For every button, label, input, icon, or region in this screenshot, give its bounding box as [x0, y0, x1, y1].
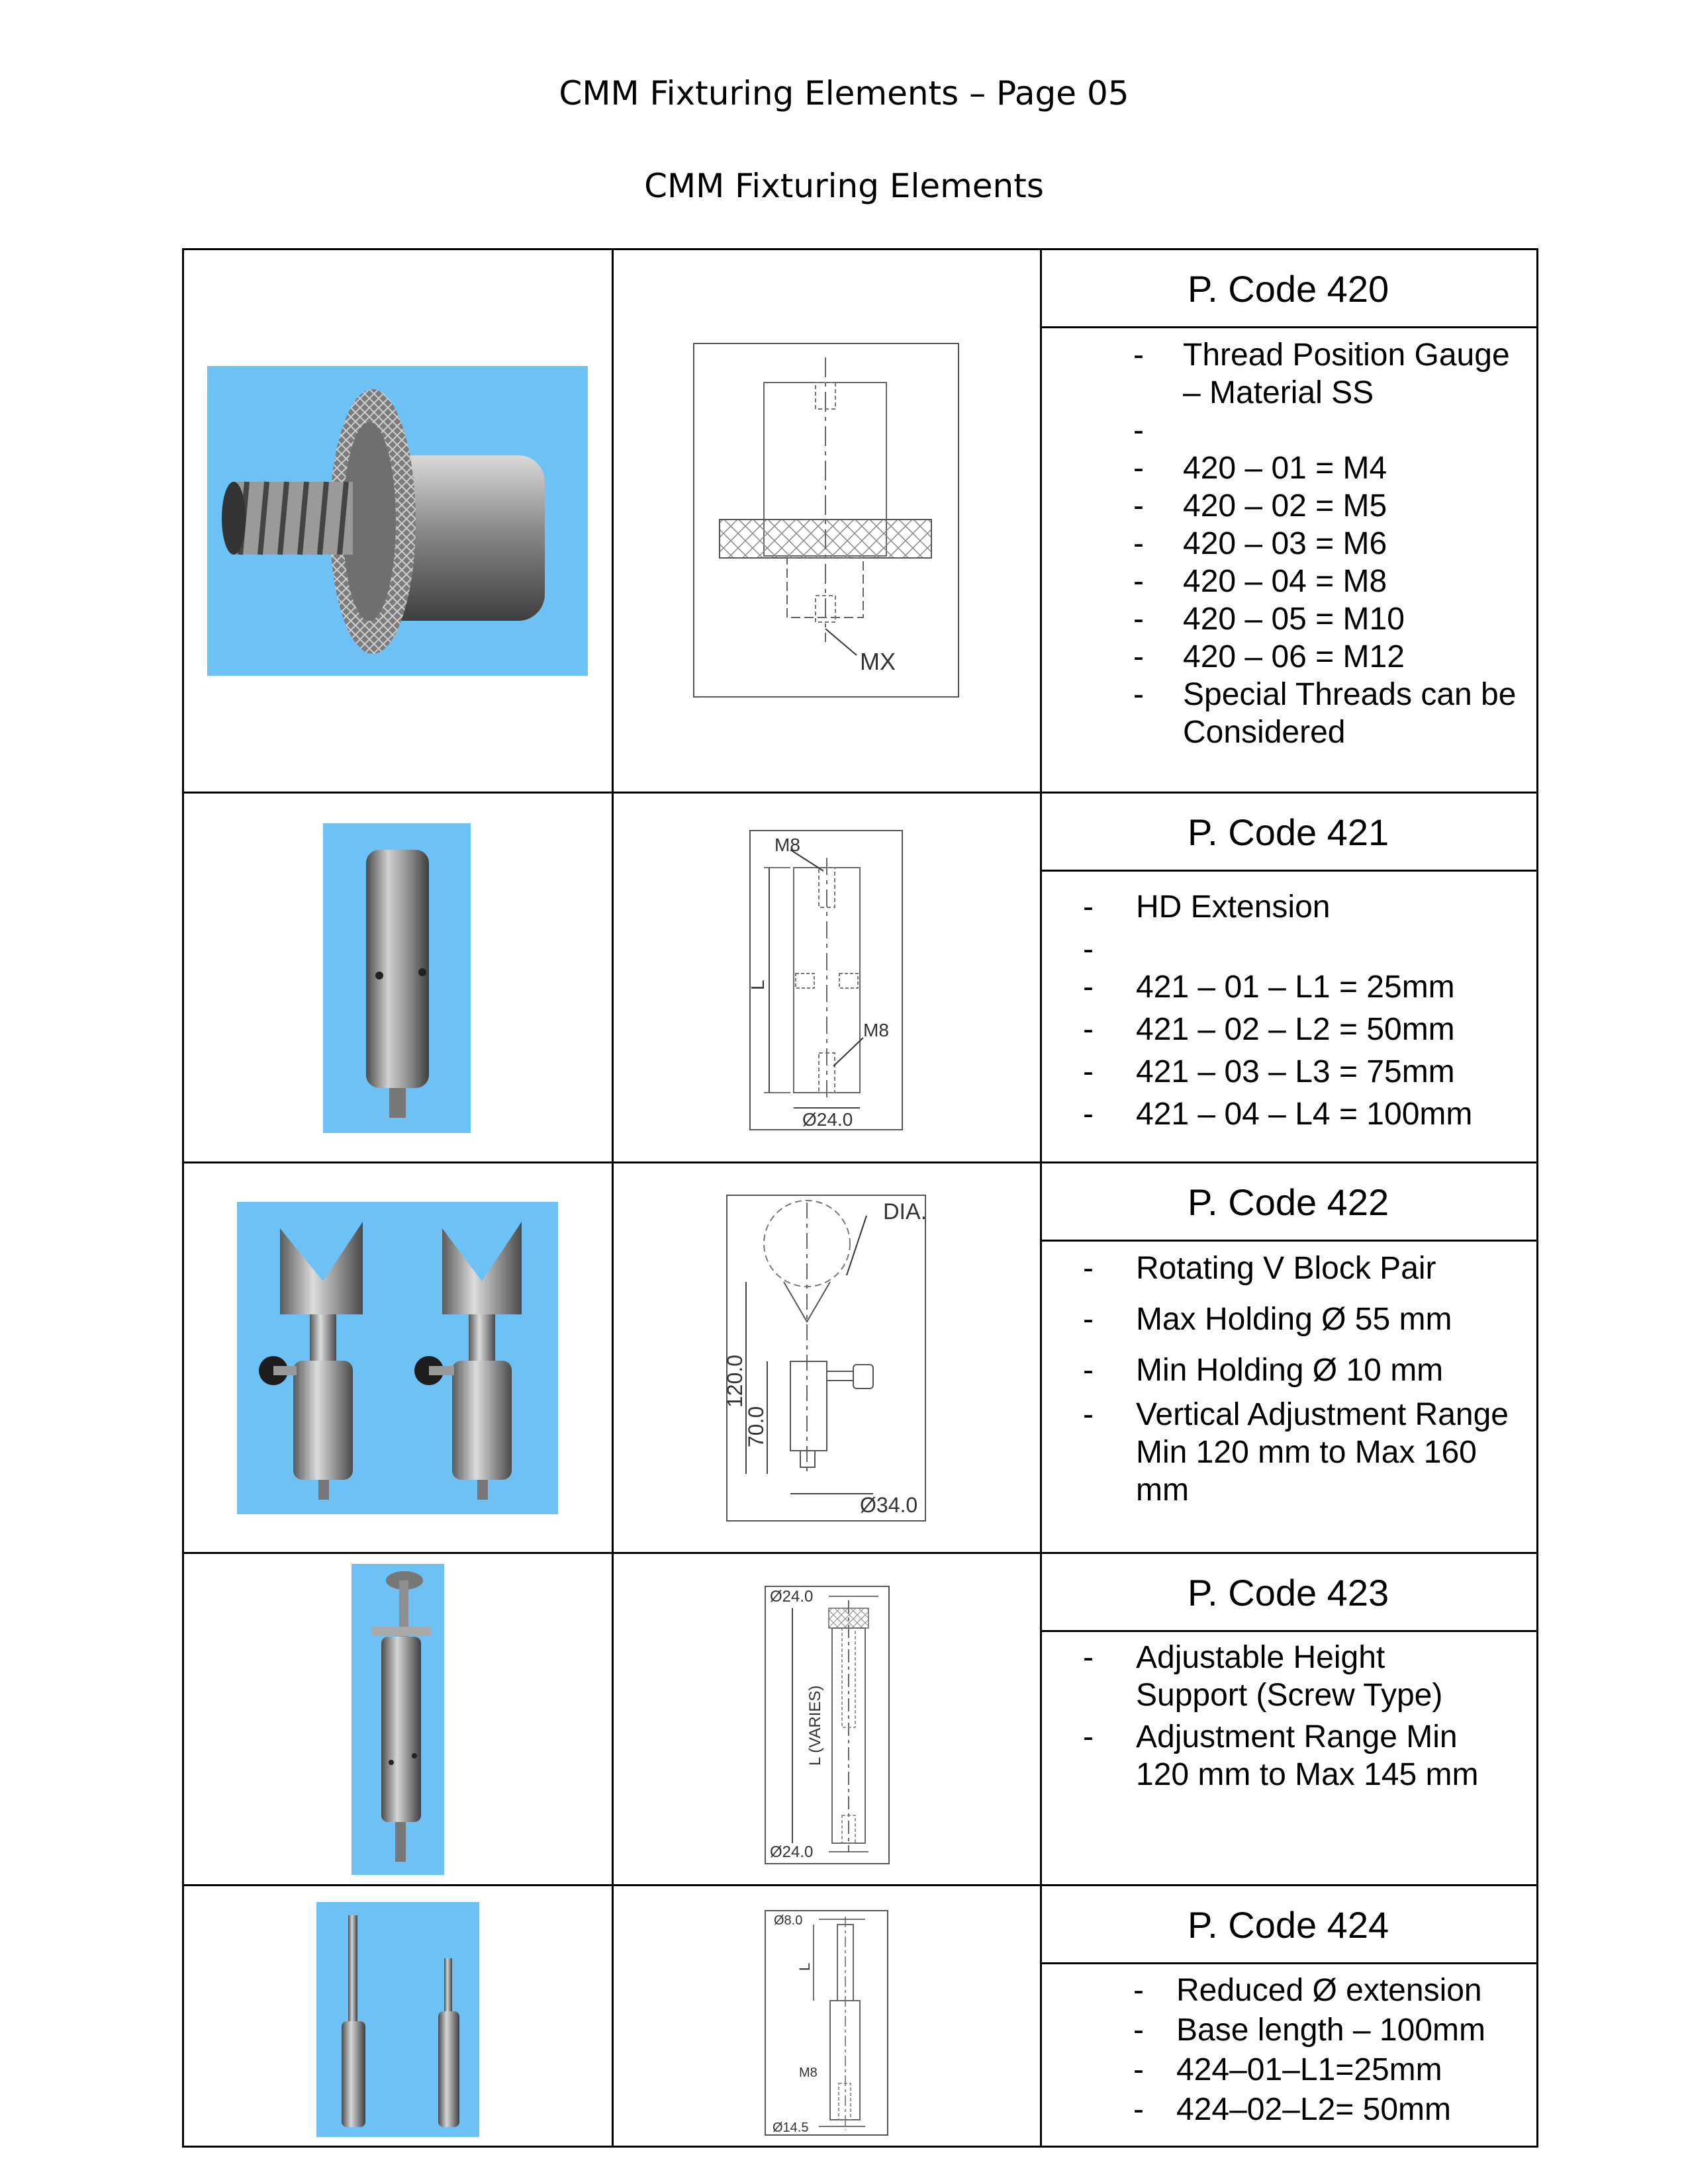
product-row-420	[184, 250, 1536, 792]
v-block-drawing	[723, 1195, 927, 1522]
page-title: CMM Fixturing Elements – Page 05	[559, 74, 1129, 113]
product-code-header	[1042, 794, 1536, 872]
product-row-421	[184, 792, 1536, 1163]
reduced-extension-photo	[316, 1902, 479, 2137]
photo-cell	[184, 1163, 614, 1554]
spec-item: - Adjustable Height Support (Screw Type)	[1083, 1640, 1443, 1713]
drawing-cell	[614, 1554, 1042, 1886]
drawing-label: M8	[799, 2066, 818, 2080]
spec-list	[1133, 1971, 1530, 2130]
spec-item: - 420 – 01 = M4	[1133, 451, 1387, 486]
product-row-423	[184, 1552, 1536, 1886]
spec-list	[1083, 1639, 1480, 1794]
drawing-label: Ø24.0	[802, 1109, 853, 1130]
product-row-422	[184, 1161, 1536, 1554]
spec-item: - Rotating V Block Pair	[1083, 1251, 1436, 1286]
product-code: P. Code 423	[1188, 1572, 1389, 1614]
photo-cell	[184, 250, 614, 792]
spec-item: -	[1083, 932, 1094, 967]
spec-item: - 424–01–L1=25mm	[1133, 2052, 1442, 2087]
reduced-extension-drawing	[765, 1910, 888, 2136]
drawing-label: DIA.	[883, 1199, 927, 1224]
spec-item: - 421 – 03 – L3 = 75mm	[1083, 1054, 1455, 1089]
drawing-cell	[614, 794, 1042, 1163]
drawing-label: 70.0	[744, 1406, 768, 1447]
spec-item: - Min Holding Ø 10 mm	[1083, 1353, 1444, 1388]
spec-item: - 424–02–L2= 50mm	[1133, 2092, 1451, 2127]
product-code: P. Code 420	[1188, 268, 1389, 310]
spec-item: - HD Extension	[1083, 889, 1331, 925]
photo-cell	[184, 1554, 614, 1886]
v-block-pair-photo	[237, 1202, 558, 1514]
spec-item: - 421 – 01 – L1 = 25mm	[1083, 970, 1455, 1005]
spec-item: - Adjustment Range Min 120 mm to Max 145 mm	[1083, 1719, 1479, 1792]
spec-cell	[1042, 1886, 1536, 2148]
drawing-label: 120.0	[723, 1354, 747, 1408]
drawing-cell	[614, 1163, 1042, 1554]
drawing-label: Ø24.0	[770, 1843, 814, 1861]
thread-gauge-drawing	[693, 343, 959, 698]
spec-item: - Thread Position Gauge – Material SS	[1133, 338, 1510, 410]
product-code: P. Code 421	[1188, 811, 1389, 853]
drawing-cell	[614, 250, 1042, 792]
drawing-label: L	[796, 1962, 813, 1971]
drawing-cell	[614, 1886, 1042, 2148]
drawing-label: Ø34.0	[860, 1493, 918, 1517]
drawing-label: M8	[774, 835, 800, 855]
spec-item: - 420 – 05 = M10	[1133, 602, 1405, 637]
section-title: CMM Fixturing Elements	[644, 167, 1044, 205]
spec-cell	[1042, 1554, 1536, 1886]
drawing-label: Ø14.5	[773, 2120, 809, 2135]
drawing-label: L	[747, 979, 768, 990]
product-code: P. Code 424	[1188, 1904, 1389, 1946]
threaded-gauge-photo	[207, 366, 588, 676]
spec-item: - 421 – 04 – L4 = 100mm	[1083, 1097, 1473, 1132]
product-code-header	[1042, 1163, 1536, 1242]
drawing-label: MX	[860, 648, 896, 675]
height-support-photo	[352, 1564, 444, 1875]
product-code: P. Code 422	[1188, 1181, 1389, 1223]
spec-item: - Special Threads can be Considered	[1133, 677, 1517, 750]
spec-cell	[1042, 1163, 1536, 1554]
spec-item: - Base length – 100mm	[1133, 2013, 1485, 2048]
spec-list	[1083, 886, 1526, 1136]
height-support-drawing	[765, 1586, 890, 1864]
hd-extension-drawing	[749, 830, 903, 1130]
drawing-label: Ø8.0	[774, 1913, 803, 1928]
spec-cell	[1042, 250, 1536, 792]
spec-item: - 420 – 04 = M8	[1133, 564, 1387, 599]
product-code-header	[1042, 250, 1536, 328]
spec-item: - Max Holding Ø 55 mm	[1083, 1302, 1452, 1337]
spec-item: - 420 – 06 = M12	[1133, 639, 1405, 674]
product-catalog-table	[182, 248, 1538, 2148]
drawing-label: Ø24.0	[770, 1588, 814, 1606]
spec-item: - 421 – 02 – L2 = 50mm	[1083, 1012, 1455, 1047]
hd-extension-photo	[323, 823, 471, 1133]
spec-item: -	[1133, 413, 1144, 448]
product-row-424	[184, 1884, 1536, 2148]
spec-item: - Vertical Adjustment Range Min 120 mm to Max 160 mm	[1083, 1397, 1509, 1508]
drawing-label: L (VARIES)	[806, 1685, 824, 1766]
spec-list	[1083, 1250, 1526, 1514]
spec-item: - 420 – 03 = M6	[1133, 526, 1387, 561]
photo-cell	[184, 794, 614, 1163]
product-code-header	[1042, 1886, 1536, 1964]
spec-list	[1133, 336, 1517, 751]
drawing-label: M8	[863, 1020, 889, 1040]
spec-item: - Reduced Ø extension	[1133, 1973, 1482, 2008]
spec-cell	[1042, 794, 1536, 1163]
spec-item: - 420 – 02 = M5	[1133, 488, 1387, 523]
photo-cell	[184, 1886, 614, 2148]
product-code-header	[1042, 1554, 1536, 1632]
